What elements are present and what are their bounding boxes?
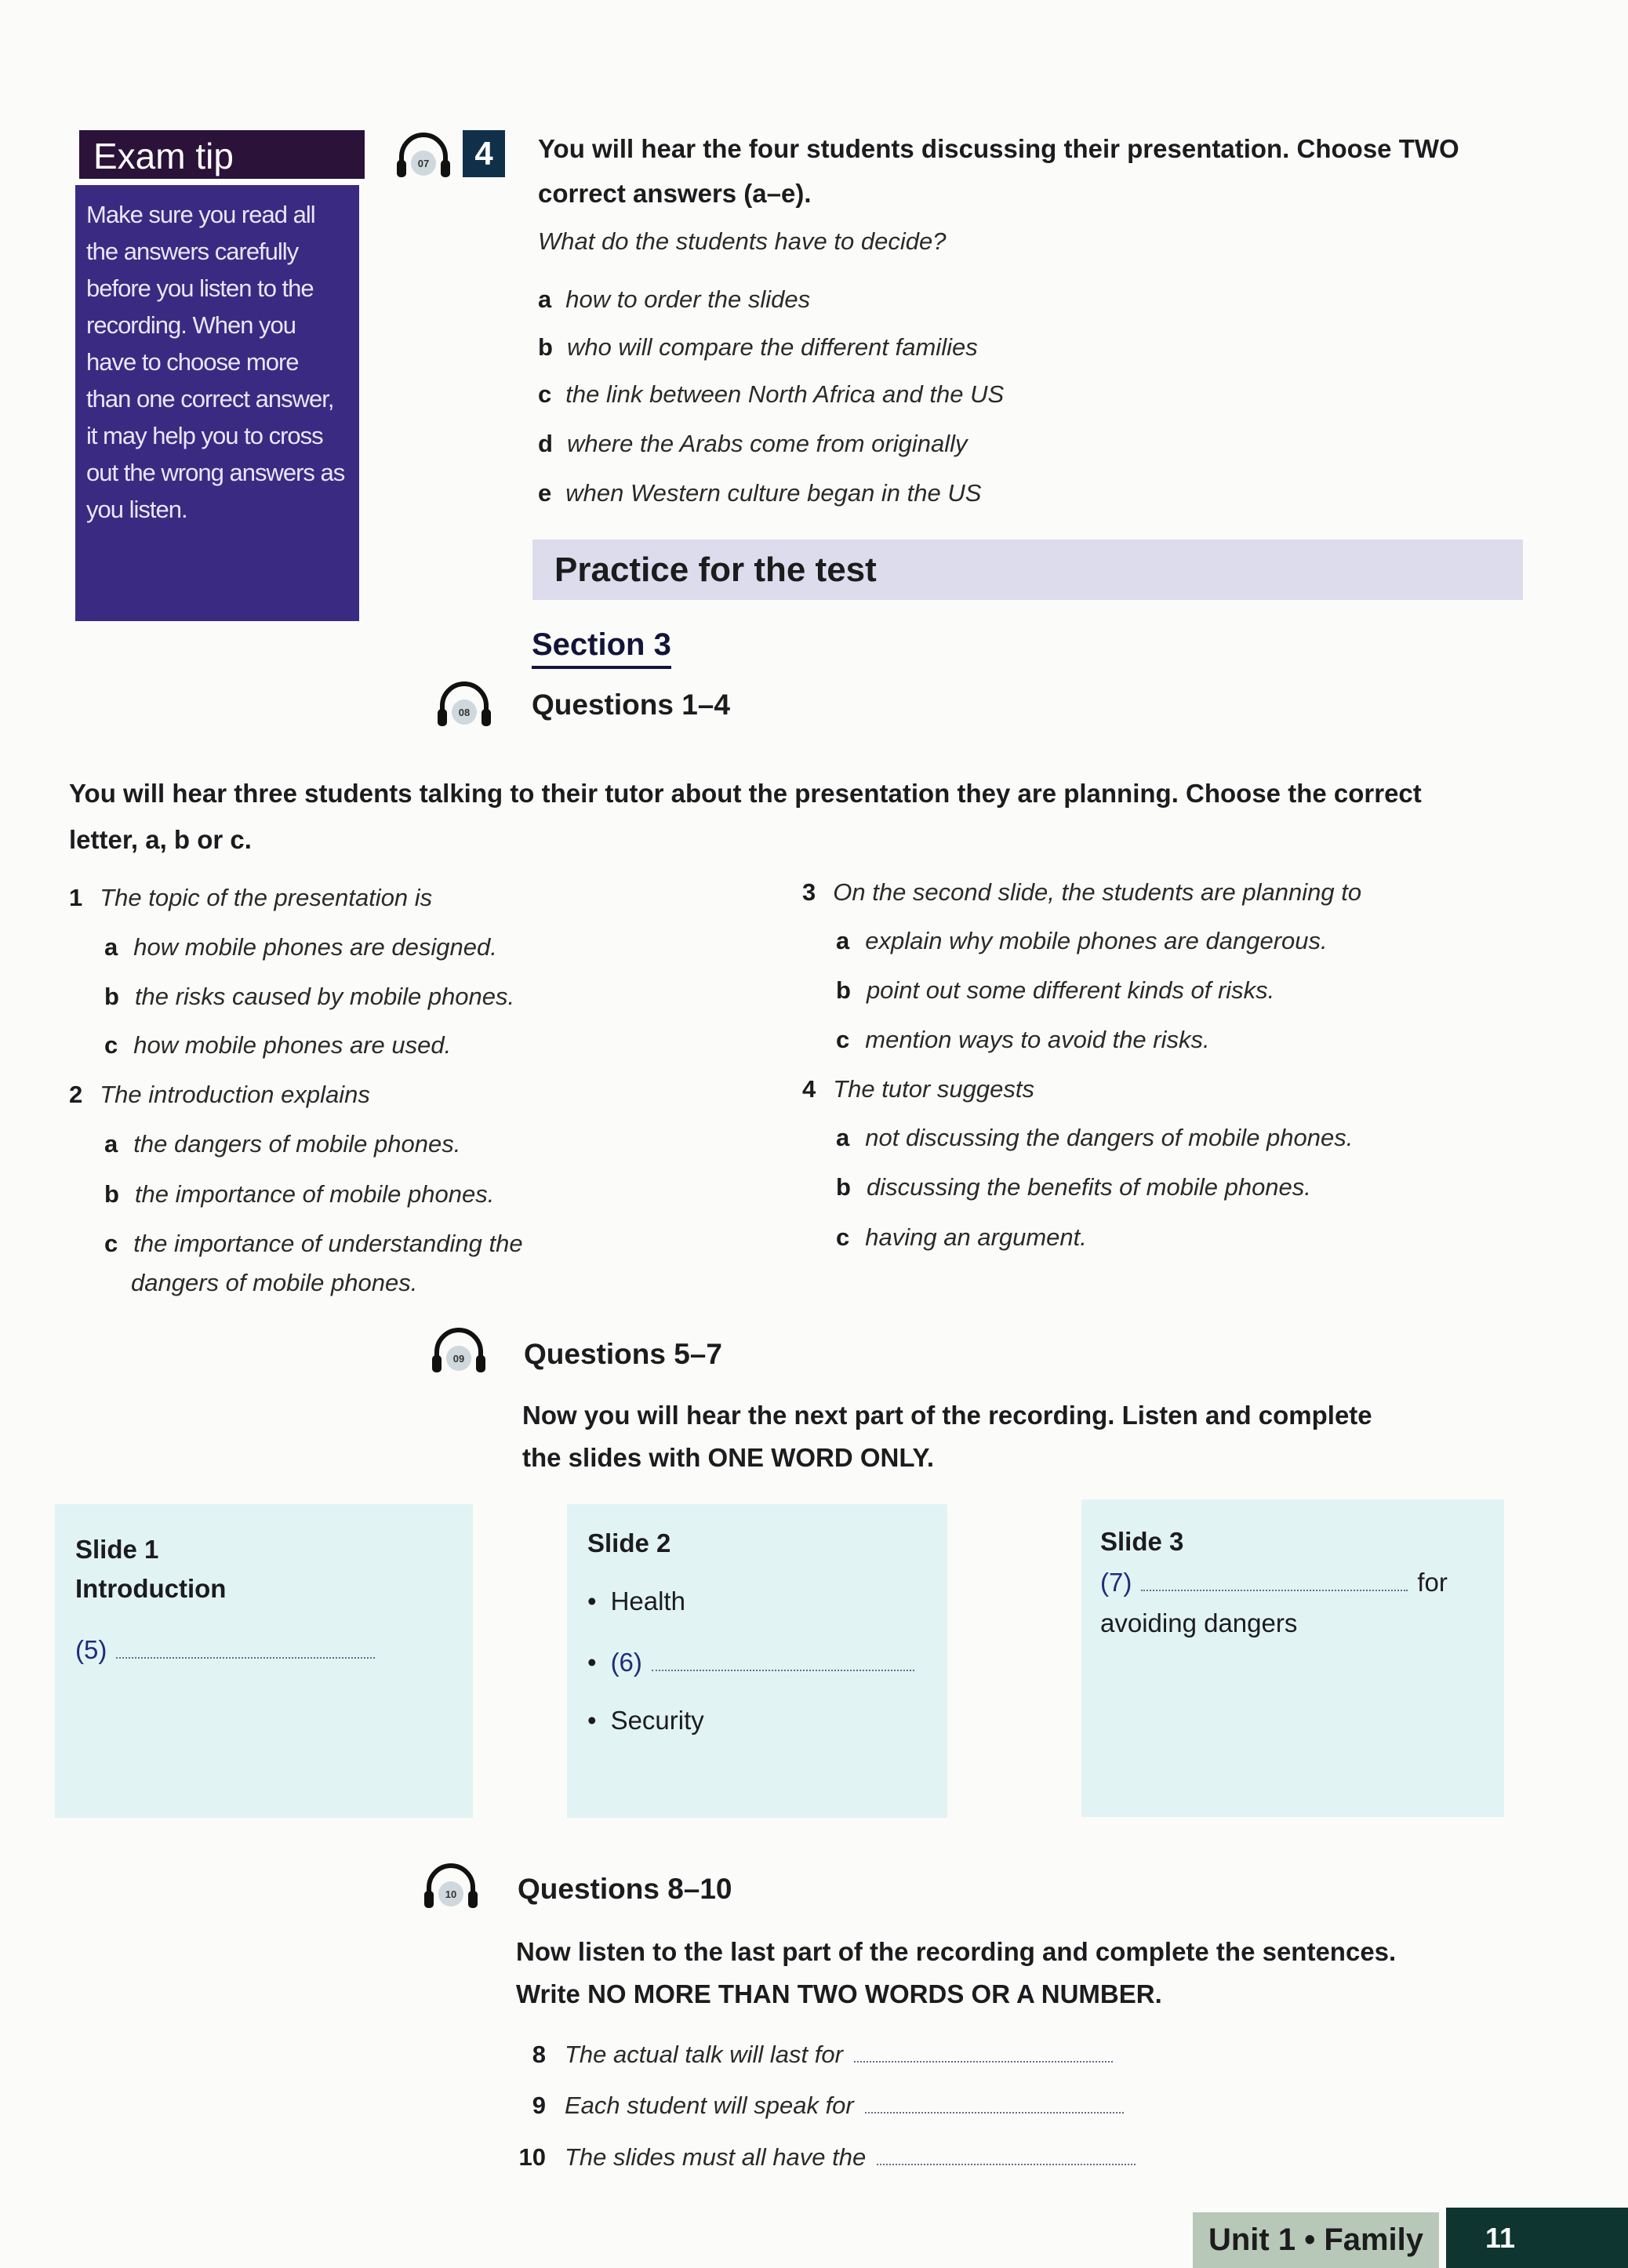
q3-option-a: a explain why mobile phones are dangerous. — [836, 927, 1328, 954]
questions-1-4-heading: Questions 1–4 — [532, 689, 730, 721]
question-4: 4 The tutor suggests — [802, 1075, 1034, 1103]
exercise4-instruction-2: correct answers (a–e). — [538, 179, 812, 208]
q2-option-c-cont: dangers of mobile phones. — [131, 1269, 418, 1296]
section-heading: Section 3 — [532, 627, 671, 669]
slide-3-card — [1081, 1499, 1504, 1817]
q4-option-a: a not discussing the dangers of mobile phones. — [836, 1124, 1354, 1151]
q3-option-b: b point out some different kinds of risks. — [836, 976, 1275, 1004]
exercise4-question: What do the students have to decide? — [538, 227, 947, 255]
headphones-icon — [427, 1325, 490, 1377]
option-d: d where the Arabs come from originally — [538, 430, 968, 457]
option-e: e when Western culture began in the US — [538, 479, 982, 507]
slide-title: Slide 1 — [75, 1535, 159, 1564]
q1-4-instruction: You will hear three students talking to their tutor about the presentation they are planning. Choose the correct — [69, 779, 1422, 808]
gap-5[interactable]: (5) — [75, 1633, 375, 1667]
option-b: b who will compare the different families — [538, 333, 978, 361]
slide-text: avoiding dangers — [1100, 1608, 1298, 1637]
slide-title: Slide 3 — [1100, 1527, 1184, 1556]
unit-label: Unit 1 • Family — [1193, 2212, 1439, 2268]
slide-title: Slide 2 — [587, 1528, 671, 1557]
q2-option-b: b the importance of mobile phones. — [104, 1180, 495, 1208]
answer-blank[interactable] — [877, 2164, 1136, 2165]
sentence-10: 10 The slides must all have the — [502, 2142, 1136, 2173]
q8-10-instruction: Now listen to the last part of the recording and complete the sentences. — [516, 1937, 1397, 1966]
slide-1-card — [55, 1504, 473, 1818]
questions-5-7-heading: Questions 5–7 — [524, 1338, 722, 1370]
audio-track-number: 07 — [417, 158, 430, 169]
question-2: 2 The introduction explains — [69, 1081, 370, 1108]
gap-6[interactable]: • (6) — [587, 1645, 914, 1680]
q1-option-a: a how mobile phones are designed. — [104, 933, 497, 961]
q1-option-c: c how mobile phones are used. — [104, 1031, 452, 1059]
svg-text:09: 09 — [452, 1353, 465, 1365]
exam-tip-body: Make sure you read all the answers carefully before you listen to the recording. When you have to choose more than one correct answer, it may help you to cross out the wrong answers as you listen. — [75, 185, 359, 621]
sentence-9: 9 Each student will speak for — [502, 2090, 1124, 2121]
exercise-number: 4 — [463, 130, 505, 177]
headphones-icon — [420, 1861, 482, 1913]
option-a: a how to order the slides — [538, 285, 811, 313]
exercise4-instruction: You will hear the four students discussing their presentation. Choose TWO — [538, 134, 1459, 163]
q2-option-c: c the importance of understanding the — [104, 1230, 523, 1257]
headphones-icon — [392, 130, 455, 182]
q5-7-instruction-2: the slides with ONE WORD ONLY. — [522, 1443, 935, 1472]
q4-option-c: c having an argument. — [836, 1223, 1087, 1251]
q1-4-instruction-2: letter, a, b or c. — [69, 825, 252, 854]
q2-option-a: a the dangers of mobile phones. — [104, 1130, 461, 1158]
slide-subtitle: Introduction — [75, 1574, 227, 1603]
svg-text:10: 10 — [445, 1888, 457, 1900]
q5-7-instruction: Now you will hear the next part of the recording. Listen and complete — [522, 1401, 1372, 1430]
sentence-8: 8 The actual talk will last for — [502, 2039, 1113, 2070]
slide-bullet: • Health — [587, 1584, 685, 1619]
q3-option-c: c mention ways to avoid the risks. — [836, 1026, 1210, 1053]
question-1: 1 The topic of the presentation is — [69, 884, 433, 911]
answer-blank[interactable] — [865, 2112, 1124, 2114]
exam-tip-title: Exam tip — [79, 130, 365, 182]
questions-8-10-heading: Questions 8–10 — [518, 1873, 732, 1905]
option-c: c the link between North Africa and the US — [538, 380, 1005, 408]
q4-option-b: b discussing the benefits of mobile phones. — [836, 1173, 1311, 1201]
answer-blank[interactable] — [854, 2061, 1113, 2063]
headphones-icon — [433, 679, 496, 731]
q1-option-b: b the risks caused by mobile phones. — [104, 983, 515, 1010]
page-number: 11 — [1446, 2208, 1628, 2268]
svg-text:08: 08 — [458, 707, 471, 718]
q8-10-instruction-2: Write NO MORE THAN TWO WORDS OR A NUMBER. — [516, 1979, 1162, 2008]
question-3: 3 On the second slide, the students are planning to — [802, 878, 1362, 906]
slide-bullet: • Security — [587, 1703, 704, 1738]
slide-2-card — [567, 1504, 947, 1818]
gap-7[interactable]: (7) for — [1100, 1568, 1448, 1597]
practice-banner: Practice for the test — [532, 540, 1523, 600]
